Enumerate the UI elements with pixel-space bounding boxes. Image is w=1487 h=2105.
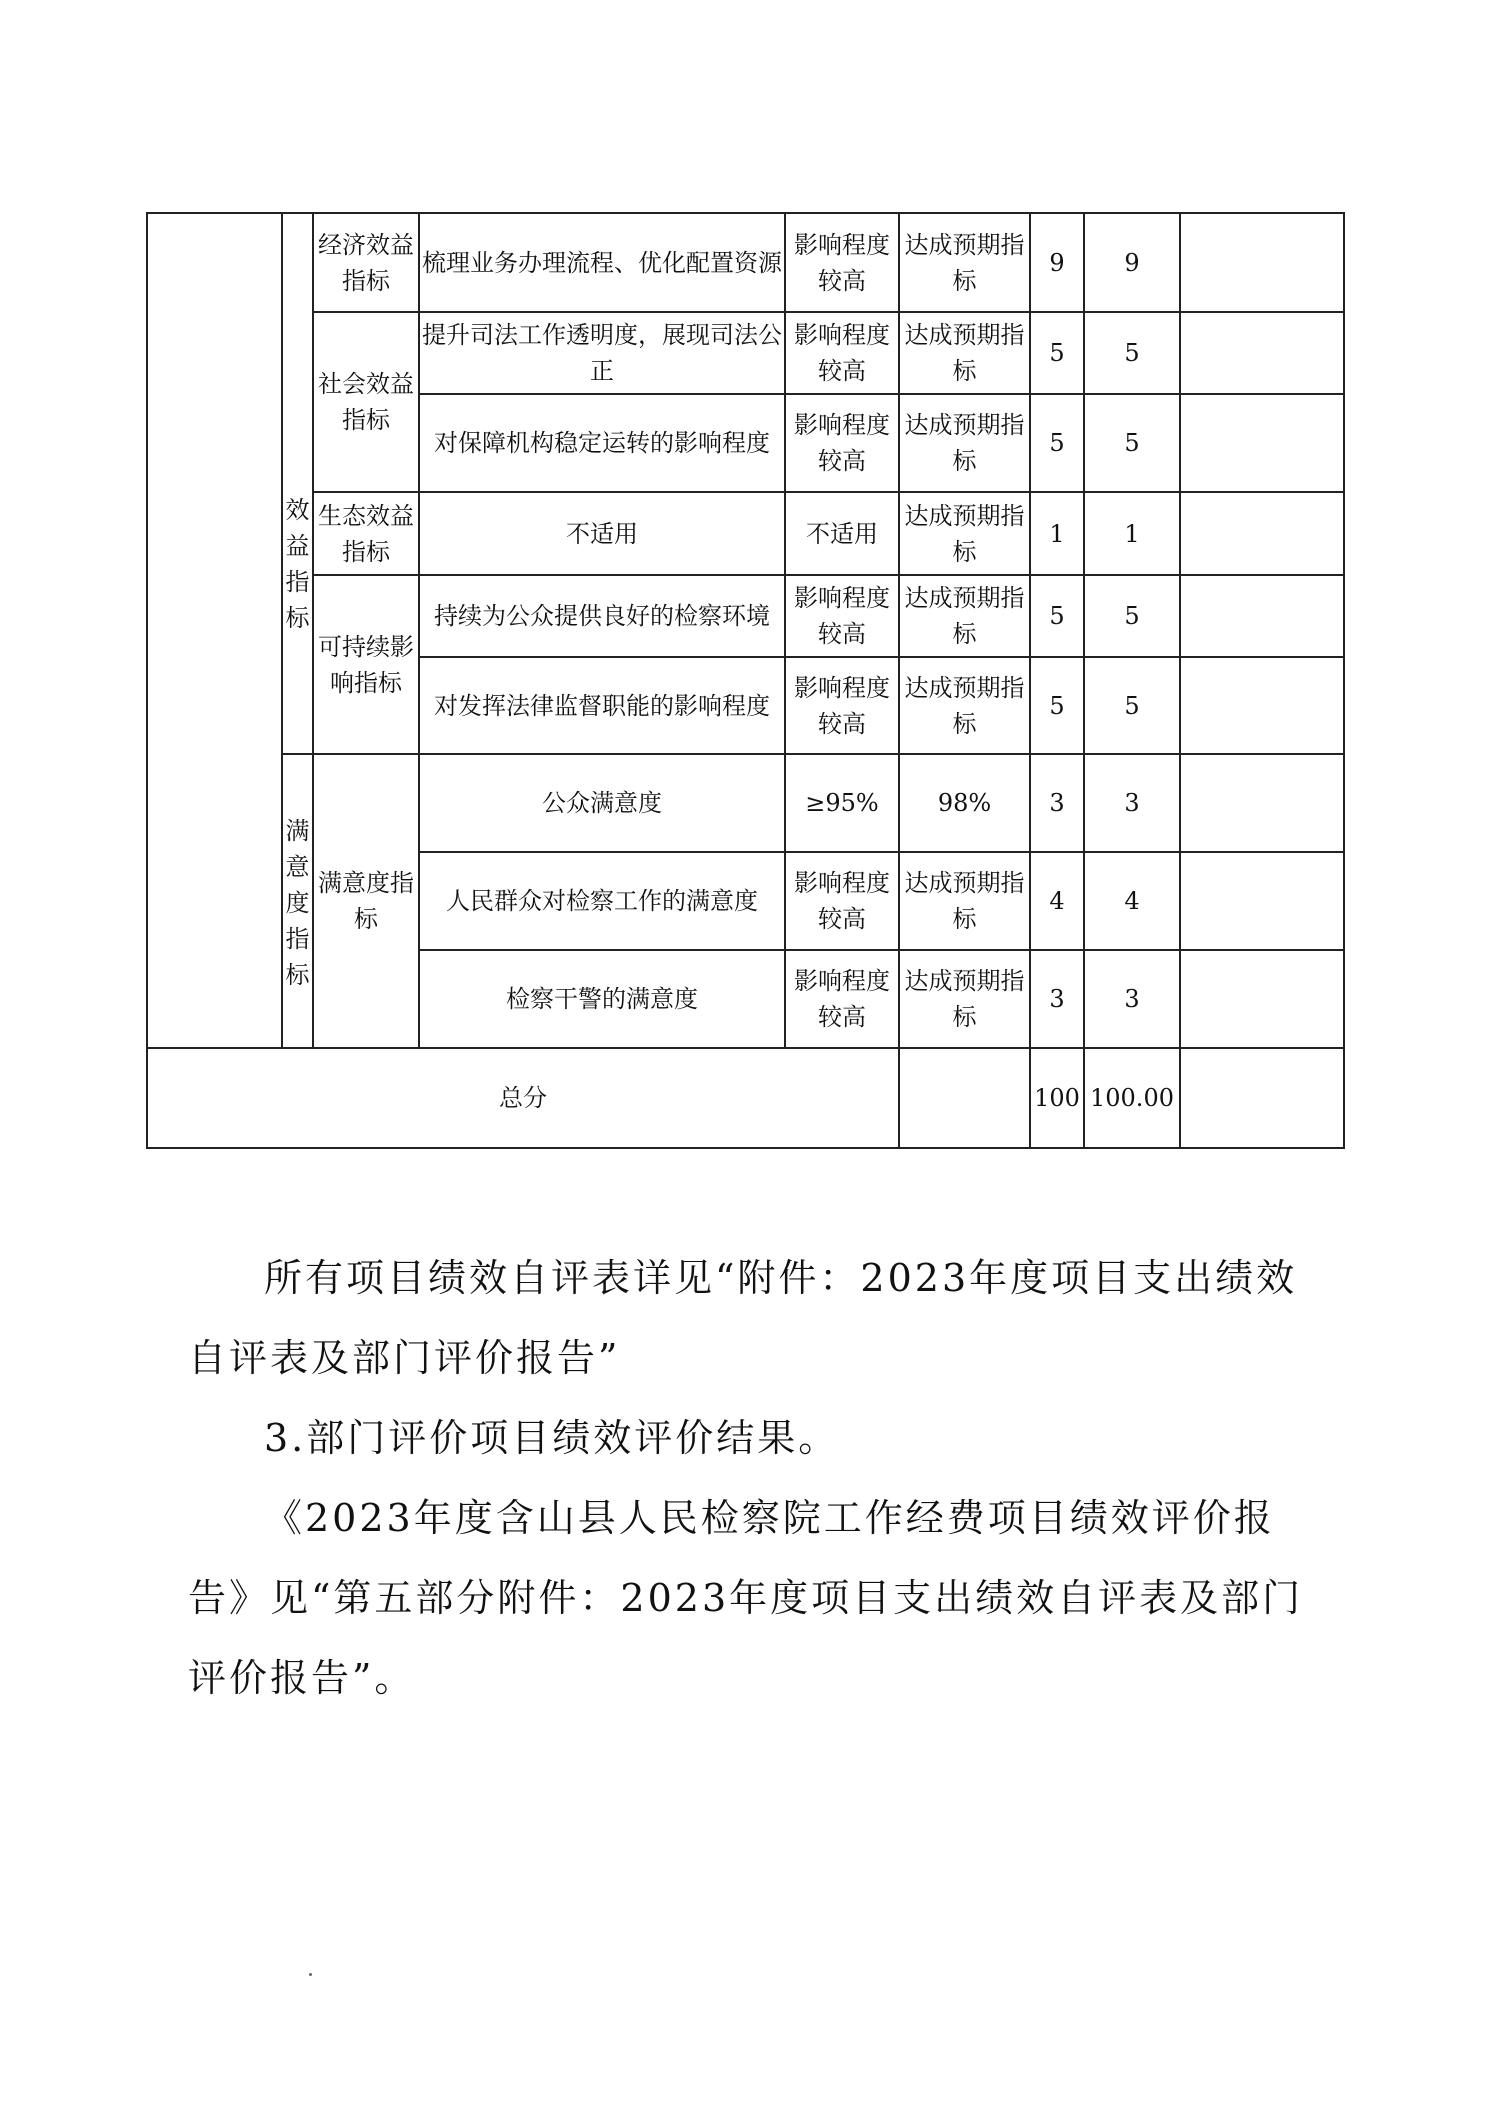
category-cell: 满意度指标 — [313, 754, 419, 1048]
actual-cell: 达成预期指标 — [899, 492, 1030, 575]
actual-cell: 达成预期指标 — [899, 950, 1030, 1048]
indicator-cell: 提升司法工作透明度，展现司法公正 — [419, 312, 785, 394]
table-row — [147, 312, 1344, 394]
category-cell: 生态效益指标 — [313, 492, 419, 575]
target-cell: 影响程度较高 — [785, 852, 899, 950]
target-cell: 影响程度较高 — [785, 657, 899, 754]
score-cell: 5 — [1084, 394, 1180, 492]
remark-cell — [1180, 492, 1344, 575]
indicator-cell: 检察干警的满意度 — [419, 950, 785, 1048]
total-blank-cell — [899, 1048, 1030, 1148]
score-cell: 5 — [1084, 657, 1180, 754]
performance-table — [146, 212, 1345, 1149]
remark-cell — [1180, 950, 1344, 1048]
indicator-cell: 梳理业务办理流程、优化配置资源 — [419, 213, 785, 312]
target-cell: ≥95% — [785, 754, 899, 852]
weight-cell: 3 — [1030, 950, 1084, 1048]
remark-cell — [1180, 394, 1344, 492]
score-cell: 5 — [1084, 312, 1180, 394]
score-cell: 3 — [1084, 754, 1180, 852]
actual-cell: 达成预期指标 — [899, 852, 1030, 950]
actual-cell: 达成预期指标 — [899, 312, 1030, 394]
remark-cell — [1180, 312, 1344, 394]
score-cell: 3 — [1084, 950, 1180, 1048]
indicator-cell: 对保障机构稳定运转的影响程度 — [419, 394, 785, 492]
paragraph-evaluation-report: 《2023年度含山县人民检察院工作经费项目绩效评价报告》见“第五部分附件：2023年度项目支出绩效自评表及部门评价报告”。 — [188, 1496, 1304, 1700]
benefit-group-cell: 效益指标 — [282, 213, 313, 754]
target-cell: 影响程度较高 — [785, 575, 899, 657]
target-cell: 不适用 — [785, 492, 899, 575]
target-cell: 影响程度较高 — [785, 950, 899, 1048]
target-cell: 影响程度较高 — [785, 394, 899, 492]
table-row — [147, 213, 1344, 312]
indicator-cell: 不适用 — [419, 492, 785, 575]
actual-cell: 达成预期指标 — [899, 575, 1030, 657]
table-row — [147, 492, 1344, 575]
score-cell: 9 — [1084, 213, 1180, 312]
remark-cell — [1180, 213, 1344, 312]
indicator-cell: 人民群众对检察工作的满意度 — [419, 852, 785, 950]
target-cell: 影响程度较高 — [785, 312, 899, 394]
target-cell: 影响程度较高 — [785, 213, 899, 312]
weight-cell: 5 — [1030, 394, 1084, 492]
weight-cell: 3 — [1030, 754, 1084, 852]
actual-cell: 98% — [899, 754, 1030, 852]
actual-cell: 达成预期指标 — [899, 394, 1030, 492]
total-row — [147, 1048, 1344, 1148]
table-row — [147, 575, 1344, 657]
category-cell: 经济效益指标 — [313, 213, 419, 312]
total-remark-cell — [1180, 1048, 1344, 1148]
total-weight-cell: 100 — [1030, 1048, 1084, 1148]
remark-cell — [1180, 575, 1344, 657]
weight-cell: 5 — [1030, 312, 1084, 394]
level1-blank-cell — [147, 213, 282, 1048]
actual-cell: 达成预期指标 — [899, 213, 1030, 312]
remark-cell — [1180, 852, 1344, 950]
score-cell: 5 — [1084, 575, 1180, 657]
actual-cell: 达成预期指标 — [899, 657, 1030, 754]
remark-cell — [1180, 657, 1344, 754]
weight-cell: 5 — [1030, 575, 1084, 657]
paragraph-section-heading: 3.部门评价项目绩效评价结果。 — [264, 1416, 840, 1460]
indicator-cell: 对发挥法律监督职能的影响程度 — [419, 657, 785, 754]
indicator-cell: 公众满意度 — [419, 754, 785, 852]
score-cell: 4 — [1084, 852, 1180, 950]
weight-cell: 4 — [1030, 852, 1084, 950]
table-row — [147, 754, 1344, 852]
scan-dot — [309, 1973, 312, 1976]
weight-cell: 5 — [1030, 657, 1084, 754]
indicator-cell: 持续为公众提供良好的检察环境 — [419, 575, 785, 657]
satisfaction-group-cell: 满意度指标 — [282, 754, 313, 1048]
weight-cell: 9 — [1030, 213, 1084, 312]
weight-cell: 1 — [1030, 492, 1084, 575]
remark-cell — [1180, 754, 1344, 852]
total-score-cell: 100.00 — [1084, 1048, 1180, 1148]
paragraph-attachment-note: 所有项目绩效自评表详见“附件：2023年度项目支出绩效自评表及部门评价报告” — [188, 1256, 1298, 1380]
category-cell: 可持续影响指标 — [313, 575, 419, 754]
score-cell: 1 — [1084, 492, 1180, 575]
total-label-cell: 总分 — [147, 1048, 899, 1148]
category-cell: 社会效益指标 — [313, 312, 419, 492]
